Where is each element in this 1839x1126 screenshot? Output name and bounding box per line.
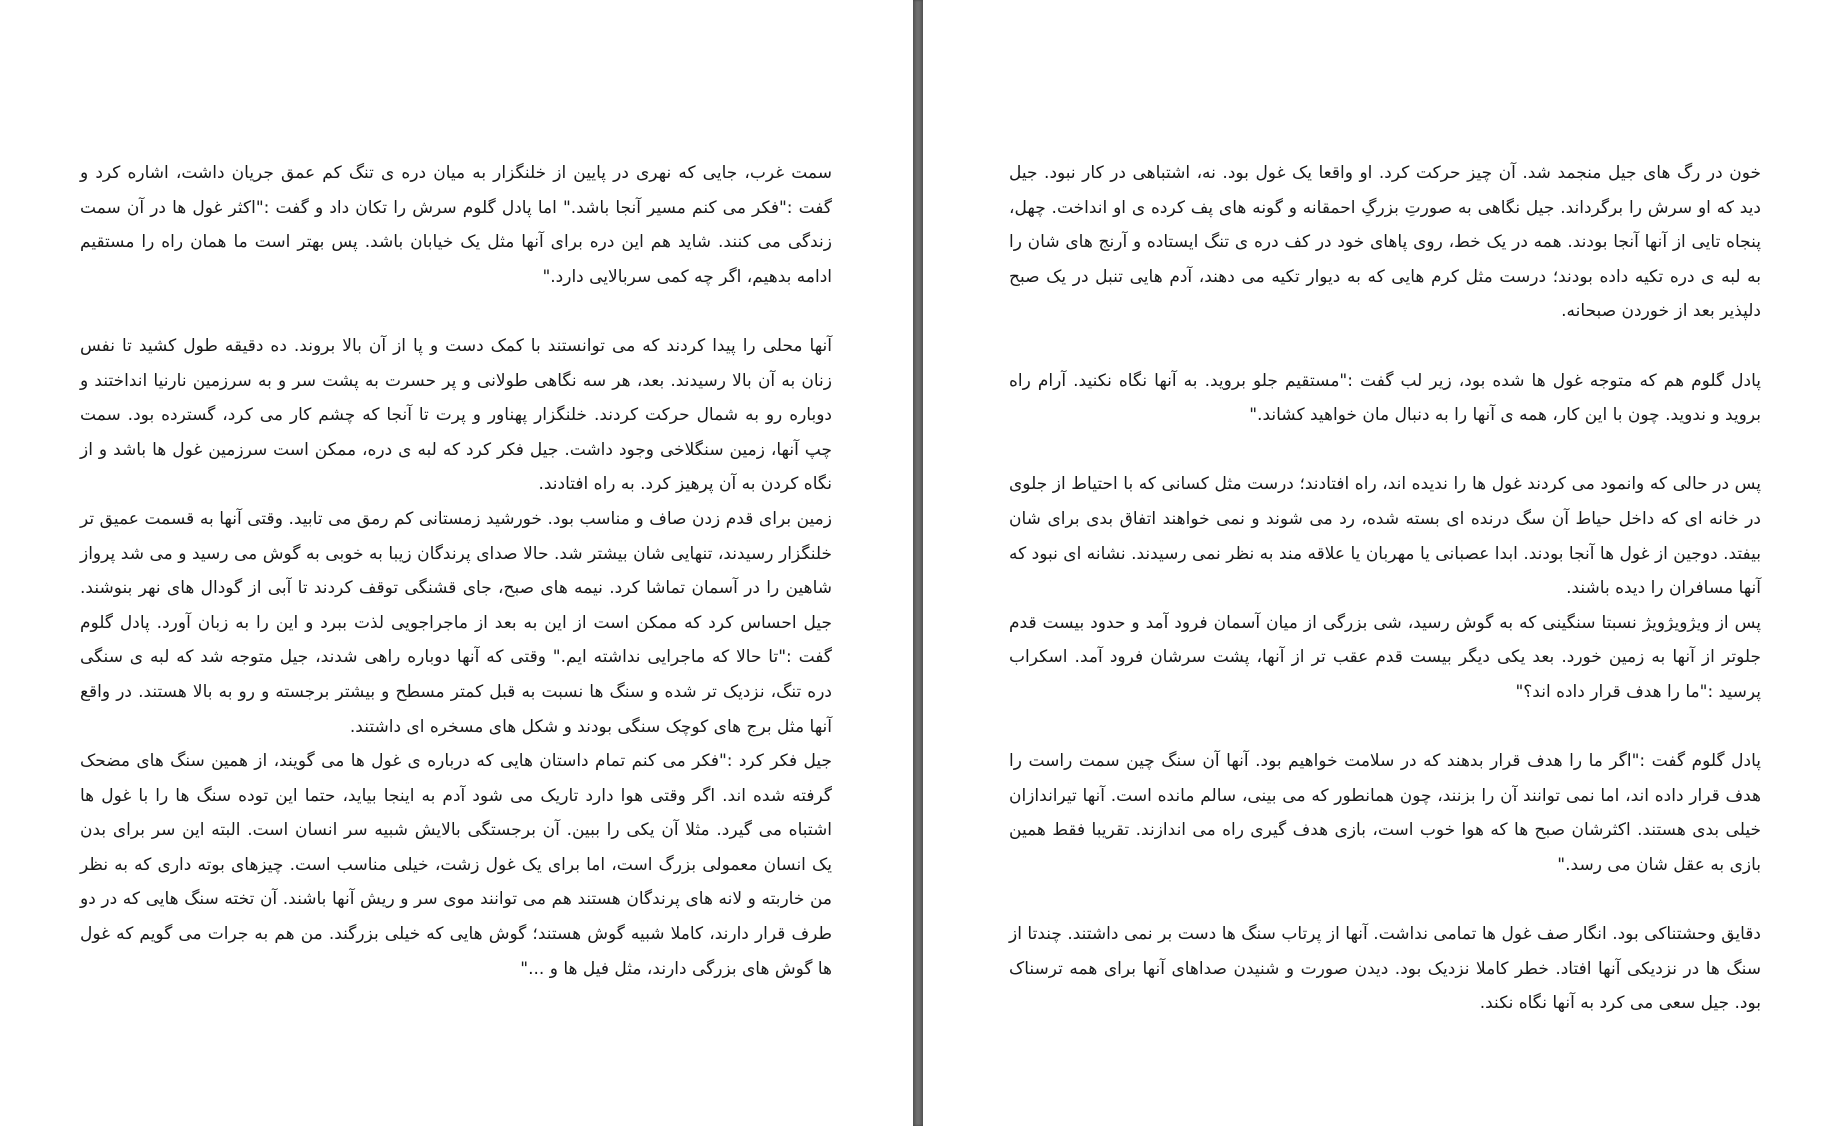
right-paragraph-2: پادل گلوم هم که متوجه غول ها شده بود، زیر لب گفت :"مستقیم جلو بروید. به آنها نگاه نکنید. آرام راه بروید و ندوید. چون با این کار، همه ی آنها را به دنبال مان خواهید کشاند.": [1009, 370, 1761, 426]
page-divider: [913, 0, 923, 1126]
left-page: [0, 0, 913, 1126]
right-page-text: [1009, 156, 1761, 1021]
right-paragraph-3: پس در حالی که وانمود می کردند غول ها را ندیده اند، راه افتادند؛ درست مثل کسانی که با احتیاط از جلوی در خانه ای که داخل حیاط آن سگ درنده ای بسته شده، رد می شوند و نمی خواهند اتفاق بدی برای شان بیفتد. دوجین از غول ها آنجا بودند. ابدا عصبانی یا مهربان یا علاقه مند به نظر نمی رسیدند. نشانه ای نبود که آنها مسافران را دیده باشند.: [1009, 474, 1761, 599]
left-page-text: [80, 156, 832, 986]
right-paragraph-5: پادل گلوم گفت :"اگر ما را هدف قرار بدهند که در سلامت خواهیم بود. آنها آن سنگ چین سمت راست را هدف قرار داده اند، اما نمی توانند آن را بزنند، چون همانطور که می بینی، سالم مانده است. آنها تیراندازان خیلی بدی هستند. اکثرشان صبح ها که هوا خوب است، بازی هدف گیری راه می اندازند. تقریبا فقط همین بازی به عقل شان می رسد.": [1009, 751, 1761, 875]
left-paragraph-3: زمین برای قدم زدن صاف و مناسب بود. خورشید زمستانی کم رمق می تابید. وقتی آنها به قسمت عمیق تر خلنگزار رسیدند، تنهایی شان بیشتر شد. حالا صدای پرندگان زیبا به خوبی به گوش می رسید و می شد پرواز شاهین را در آسمان تماشا کرد. نیمه های صبح، جای قشنگی توقف کردند تا آبی از گودال های نهر بنوشند. جیل احساس کرد که ممکن است از این به بعد از ماجراجویی لذت ببرد و این را به زبان آورد. پادل گلوم گفت :"تا حالا که ماجرایی نداشته ایم." وقتی که آنها دوباره راهی شدند، جیل متوجه شد که لبه ی سنگی دره تنگ، نزدیک تر شده و سنگ ها نسبت به قبل کمتر مسطح و بیشتر برجسته و رو به بالا هستند. در واقع آنها مثل برج های کوچک سنگی بودند و شکل های مسخره ای داشتند.: [80, 508, 832, 737]
right-paragraph-1: خون در رگ های جیل منجمد شد. آن چیز حرکت کرد. او واقعا یک غول بود. نه، اشتباهی در کار نبود. جیل دید که او سرش را برگرداند. جیل نگاهی به صورتِ بزرگِ احمقانه و گونه های پف کرده ی او انداخت. چهل، پنجاه تایی از آنها آنجا بودند. همه در یک خط، روی پاهای خود در کف دره ی تنگ ایستاده و آرنج های شان را به لبه ی دره تکیه داده بودند؛ درست مثل کرم هایی که به دیوار تکیه می دهند، آدم هایی تنبل در یک صبح دلپذیر بعد از خوردن صبحانه.: [1009, 163, 1761, 322]
right-paragraph-6: دقایق وحشتناکی بود. انگار صف غول ها تمامی نداشت. آنها از پرتاب سنگ ها دست بر نمی داشتند. چندتا از سنگ ها در نزدیکی آنها افتاد. خطر کاملا نزدیک بود. دیدن صورت و شنیدن صداهای آنها برای همه ترسناک بود. جیل سعی می کرد به آنها نگاه نکند.: [1009, 924, 1761, 1014]
right-paragraph-4: پس از ویژویژویژ نسبتا سنگینی که به گوش رسید، شی بزرگی از میان آسمان فرود آمد و حدود بیست قدم جلوتر از آنها به زمین خورد. بعد یکی دیگر بیست قدم عقب تر از آنها، پشت سرشان فرود آمد. اسکراب پرسید :"ما را هدف قرار داده اند؟": [1009, 612, 1761, 702]
left-paragraph-1: سمت غرب، جایی که نهری در پایین از خلنگزار به میان دره ی تنگ کم عمق جریان داشت، اشاره کرد و گفت :"فکر می کنم مسیر آنجا باشد." اما پادل گلوم سرش را تکان داد و گفت :"اکثر غول ها در آن سمت زندگی می کنند. شاید هم این دره برای آنها مثل یک خیابان باشد. پس بهتر است ما همان راه را مستقیم ادامه بدهیم، اگر چه کمی سربالایی دارد.": [80, 163, 832, 287]
left-paragraph-2: آنها محلی را پیدا کردند که می توانستند با کمک دست و پا از آن بالا بروند. ده دقیقه طول کشید تا نفس زنان به آن بالا رسیدند. بعد، هر سه نگاهی طولانی و پر حسرت به پشت سر و به سرزمین نارنیا انداختند و دوباره رو به شمال حرکت کردند. خلنگزار پهناور و پرت تا آنجا که چشم کار می کرد، گسترده بود. سمت چپ آنها، زمین سنگلاخی وجود داشت. جیل فکر کرد که لبه ی دره، ممکن است سرزمین غول ها باشد و از نگاه کردن به آن پرهیز کرد. به راه افتادند.: [80, 335, 832, 495]
right-page: [923, 0, 1839, 1126]
left-paragraph-4: جیل فکر کرد :"فکر می کنم تمام داستان هایی که درباره ی غول ها می گویند، از همین سنگ های مضحک گرفته شده اند. اگر وقتی هوا دارد تاریک می شود آدم به اینجا بیاید، حتما این توده سنگ ها را با غول ها اشتباه می گیرد. مثلا آن یکی را ببین. آن برجستگی بالایش شبیه سر انسان است. البته این سر برای بدن یک انسان معمولی بزرگ است، اما برای یک غول زشت، خیلی مناسب است. چیزهای بوته داری که به نظر من خاربته و لانه های پرندگان هستند هم می توانند موی سر و ریش آنها باشند. آن تخته سنگ هایی که در دو طرف قرار دارند، کاملا شبیه گوش هستند؛ گوش هایی که خیلی بزرگند. من هم به جرات می گویم که غول ها گوش های بزرگی دارند، مثل فیل ها و ...": [80, 751, 832, 979]
